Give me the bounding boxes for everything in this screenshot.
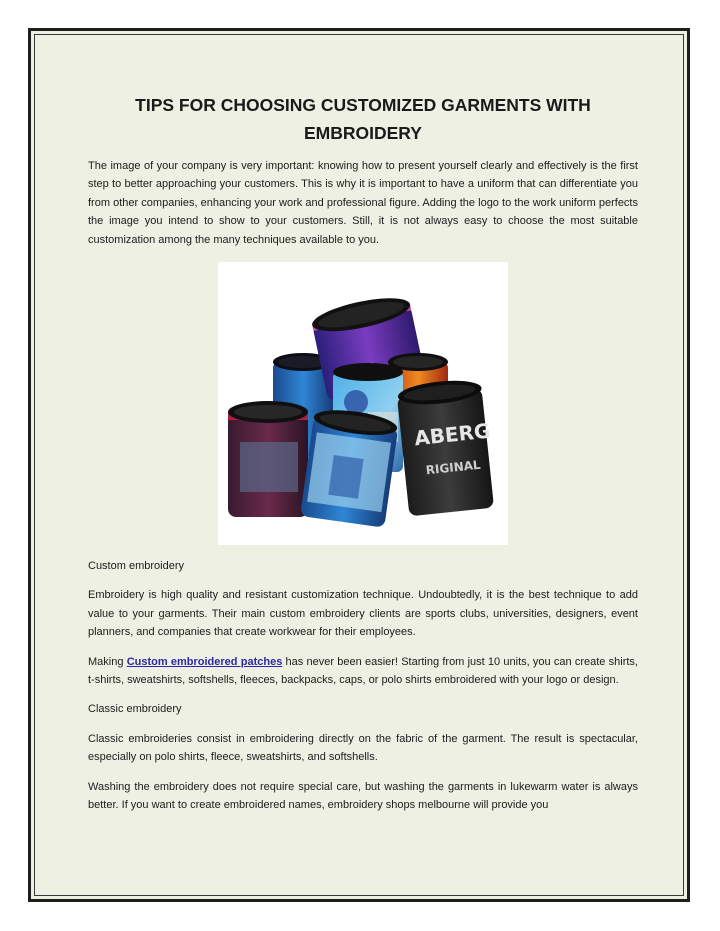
can-front-left: [228, 401, 308, 517]
can-print-subtext: RIGINAL: [425, 457, 482, 478]
document-body: [88, 91, 638, 815]
stubby-holders-illustration: [218, 262, 508, 545]
section1-paragraph-2: [88, 653, 638, 690]
can-front-middle: [300, 406, 400, 528]
page-border: [28, 28, 690, 902]
section2-paragraph-1: Classic embroideries consist in embroidering directly on the fabric of the garment. The result is spectacular, especially on polo shirts, fleece, sweatshirts, and softshells.: [88, 732, 638, 764]
can-print-text: ABERG: [413, 418, 492, 451]
page-inner-border: [34, 34, 684, 896]
product-photo-stubby-holders: [218, 262, 508, 545]
title-line-1: TIPS FOR CHOOSING CUSTOMIZED GARMENTS WITH: [135, 95, 591, 115]
section1-paragraph-1: Embroidery is high quality and resistant customization technique. Undoubtedly, it is the best technique to add value to your garments. Their main custom embroidery clients are sports clubs, universities, designers, event planners, and companies that create workwear for their employees.: [88, 589, 638, 639]
section-heading-custom-embroidery: Custom embroidery: [88, 560, 184, 573]
document-title: [88, 91, 638, 147]
custom-embroidered-patches-link[interactable]: Custom embroidered patches: [126, 655, 283, 668]
intro-paragraph: The image of your company is very important: knowing how to present yourself clearly and effectively is the first step to better approaching your customers. This is why it is important to have a uniform that can differentiate you from other companies, enhancing your work and professional figure. Adding the logo to the work uniform perfects the image you intend to show to your customers. Still, it is not always easy to choose the most suitable customization among the many techniques available to you.: [88, 160, 638, 246]
section-heading-classic-embroidery: Classic embroidery: [88, 703, 182, 716]
can-front-right: [396, 377, 498, 517]
paragraph-prefix: Making: [88, 655, 127, 668]
title-line-2: EMBROIDERY: [304, 123, 422, 143]
paragraph-suffix: has never been easier! Starting from just 10 units, you can create shirts, t-shirts, sweatshirts, softshells, fleeces, backpacks, caps, or polo shirts embroidered with your logo or design.: [88, 655, 638, 687]
section2-paragraph-2: Washing the embroidery does not require special care, but washing the garments in lukewarm water is always better. If you want to create embroidered names, embroidery shops melbourne will provide you: [88, 780, 638, 812]
